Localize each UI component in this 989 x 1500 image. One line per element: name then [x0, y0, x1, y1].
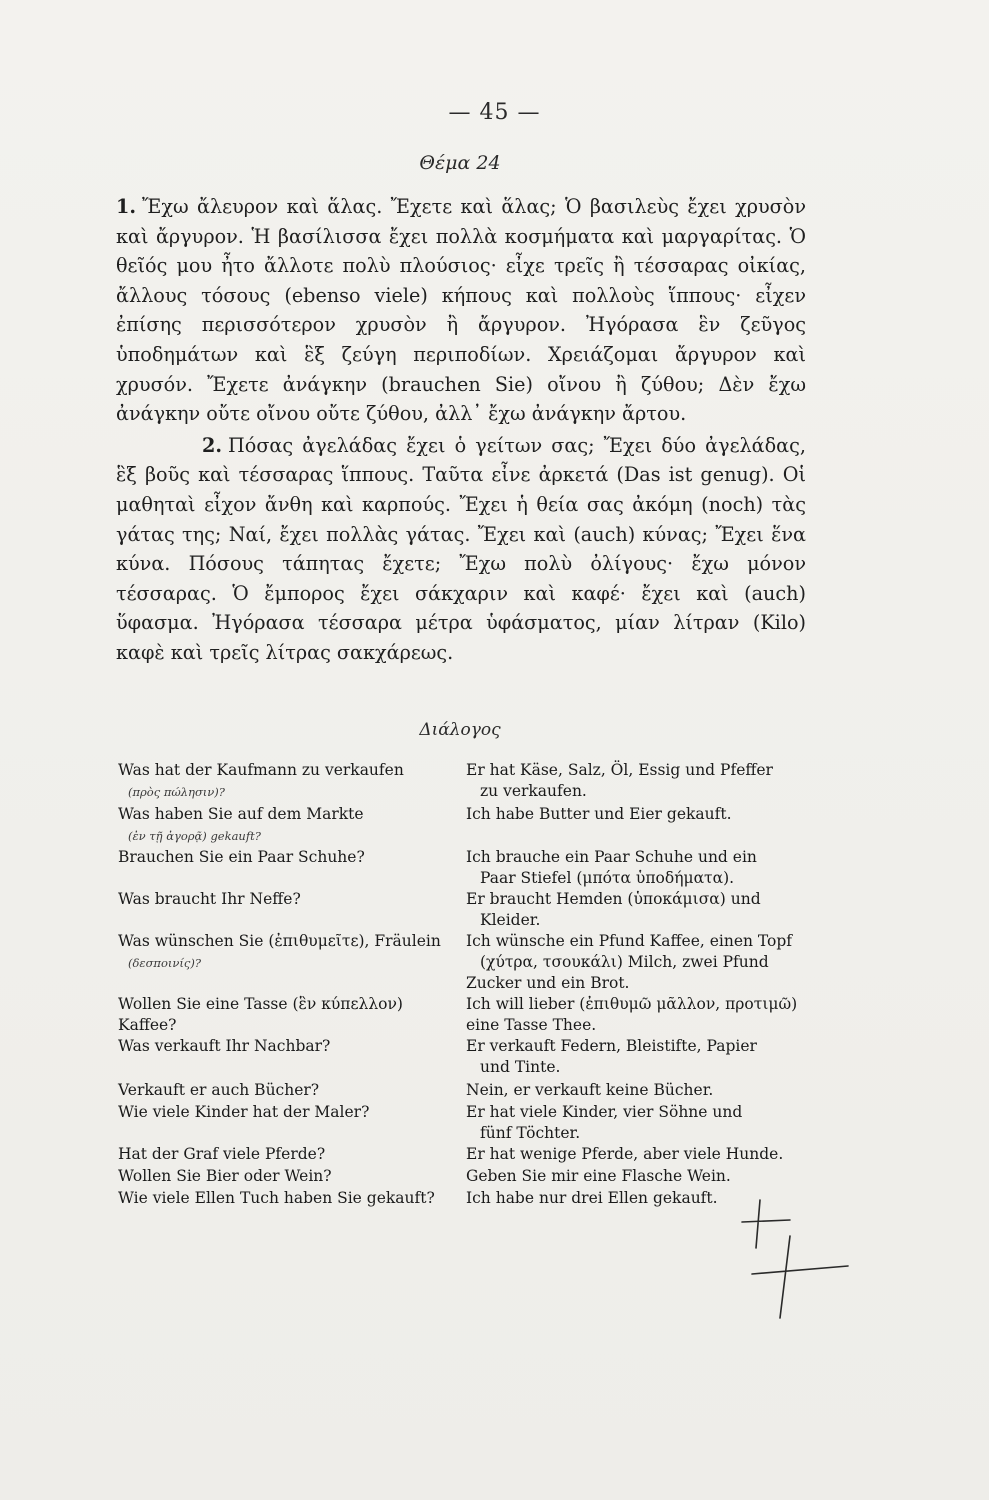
dialog-question-text: Was braucht Ihr Neffe? [118, 890, 301, 908]
dialog-answer [466, 1102, 818, 1144]
paragraph-1 [116, 192, 806, 429]
dialog-row [118, 1080, 818, 1102]
dialog-row [118, 1036, 818, 1080]
dialog-question [118, 1144, 466, 1165]
dialog-row [118, 1166, 818, 1188]
dialog-answer [466, 931, 818, 994]
dialog-answer-text: Nein, er verkauft keine Bücher. [466, 1081, 714, 1099]
dialog-row [118, 994, 818, 1036]
dialog-row [118, 1144, 818, 1166]
paragraph-1-text: Ἔχω ἄλευρον καὶ ἅλας. Ἔχετε καὶ ἅλας; Ὁ βασιλεὺς ἔχει χρυσὸν καὶ ἄργυρον. Ἡ βασίλισσα ἔχει πολλὰ κοσμήματα καὶ μαργαρίτας. Ὁ θεῖός μου ἦτο ἄλλοτε πολὺ πλούσιος· εἶχε τρεῖς ἢ τέσσαρας οἰκίας, ἄλλους τόσους (ebenso viele) κήπους καὶ πολλοὺς ἵππους· εἶχεν ἐπίσης περισσότερον χρυσὸν ἢ ἄργυρον. Ἠγόρασα ἓν ζεῦγος ὑποδημάτων καὶ ἓξ ζεύγη περιποδίων. Χρειάζομαι ἄργυρον καὶ χρυσόν. Ἔχετε ἀνάγκην (brauchen Sie) οἴνου ἢ ζύθου; Δὲν ἔχω ἀνάγκην οὔτε οἴνου οὔτε ζύθου, ἀλλ᾿ ἔχω ἀνάγκην ἄρτου. [116, 195, 806, 426]
dialog-question [118, 931, 466, 974]
dialog-row [118, 889, 818, 931]
dialog-question [118, 847, 466, 868]
dialog-row [118, 1102, 818, 1144]
dialog-answer [466, 1080, 818, 1101]
dialog-answer-continuation: Kleider. [480, 911, 541, 929]
dialog-answer [466, 994, 818, 1036]
dialog-question-text: Brauchen Sie ein Paar Schuhe? [118, 848, 365, 866]
page-number: — 45 — [448, 100, 541, 125]
dialog-answer-text: Ich habe Butter und Eier gekauft. [466, 805, 732, 823]
dialog-question [118, 804, 466, 847]
dialog-question [118, 1080, 466, 1101]
dialog-answer [466, 1188, 818, 1209]
dialog-question [118, 760, 466, 803]
dialog-question-text: Hat der Graf viele Pferde? [118, 1145, 326, 1163]
dialog-question [118, 1166, 466, 1187]
dialog-row [118, 1188, 818, 1210]
dialog-answer [466, 889, 818, 931]
dialog-title: Διάλογος [419, 720, 501, 740]
dialog-question [118, 994, 466, 1036]
dialog-answer-text: Geben Sie mir eine Flasche Wein. [466, 1167, 731, 1185]
paragraph-2-number: 2. [202, 433, 223, 457]
dialog-question-gloss: (δεσποινίς)? [128, 956, 202, 970]
dialog-question [118, 1102, 466, 1123]
dialog-row [118, 760, 818, 804]
dialog-row [118, 804, 818, 847]
dialog-answer [466, 1144, 818, 1165]
dialog-answer-text: Er braucht Hemden (ὑποκάμισα) und [466, 890, 761, 908]
dialog-row [118, 847, 818, 889]
dialog-answer-continuation: zu verkaufen. [480, 782, 587, 800]
dialog-answer-text: Er verkauft Federn, Bleistifte, Papier [466, 1037, 757, 1055]
dialog-question-text: Was haben Sie auf dem Markte [118, 805, 364, 823]
dialog-question [118, 1188, 466, 1209]
dialog-answer [466, 847, 818, 889]
paragraph-2 [116, 431, 806, 668]
dialog-answer-continuation: fünf Töchter. [480, 1124, 581, 1142]
dialog-answer-text: Ich habe nur drei Ellen gekauft. [466, 1189, 718, 1207]
dialog-question-text: Was wünschen Sie (ἐπιθυμεῖτε), Fräulein [118, 932, 441, 950]
dialog-question-gloss: (πρὸς πώλησιν)? [128, 785, 225, 799]
paragraph-2-text: Πόσας ἀγελάδας ἔχει ὁ γείτων σας; Ἔχει δύο ἀγελάδας, ἓξ βοῦς καὶ τέσσαρας ἵππους. Ταῦτα εἶνε ἀρκετά (Das ist genug). Οἱ μαθηταὶ εἶχον ἄνθη καὶ καρπούς. Ἔχει ἡ θεία σας ἀκόμη (noch) τὰς γάτας της; Ναί, ἔχει πολλὰς γάτας. Ἔχει καὶ (auch) κύνας; Ἔχει ἕνα κύνα. Πόσους τάπητας ἔχετε; Ἔχω πολὺ ὀλίγους· ἔχω μόνον τέσσαρας. Ὁ ἔμπορος ἔχει σάκχαριν καὶ καφέ· ἔχει καὶ (auch) ὕφασμα. Ἠγόρασα τέσσαρα μέτρα ὑφάσματος, μίαν λίτραν (Kilo) καφὲ καὶ τρεῖς λίτρας σακχάρεως. [116, 433, 806, 664]
dialog-answer-text: Er hat wenige Pferde, aber viele Hunde. [466, 1145, 784, 1163]
dialog-answer [466, 1036, 818, 1078]
dialog-table [118, 760, 818, 1210]
dialog-question [118, 1036, 466, 1057]
dialog-question-text: Verkauft er auch Bücher? [118, 1081, 320, 1099]
dialog-answer [466, 760, 818, 802]
dialog-question-text: Was hat der Kaufmann zu verkaufen [118, 761, 404, 779]
dialog-answer-text: Ich wünsche ein Pfund Kaffee, einen Topf [466, 932, 793, 950]
dialog-question-text: Wie viele Kinder hat der Maler? [118, 1103, 370, 1121]
dialog-question [118, 889, 466, 910]
greek-exercise-text [116, 192, 806, 668]
dialog-answer-continuation: (χύτρα, τσουκάλι) Milch, zwei Pfund Zucker und ein Brot. [466, 953, 769, 992]
dialog-answer [466, 1166, 818, 1187]
dialog-question-text: Wollen Sie Bier oder Wein? [118, 1167, 332, 1185]
dialog-question-text: Wollen Sie eine Tasse (ἓν κύπελλον) Kaffee? [118, 995, 403, 1034]
dialog-question-text: Wie viele Ellen Tuch haben Sie gekauft? [118, 1189, 435, 1207]
dialog-answer-text: Er hat viele Kinder, vier Söhne und [466, 1103, 743, 1121]
dialog-question-text: Was verkauft Ihr Nachbar? [118, 1037, 331, 1055]
dialog-answer-continuation: und Tinte. [480, 1058, 561, 1076]
dialog-answer [466, 804, 818, 825]
dialog-question-gloss: (ἐν τῇ ἀγορᾷ) gekauft? [128, 829, 261, 843]
section-title: Θέμα 24 [419, 152, 501, 174]
dialog-answer-text: Ich will lieber (ἐπιθυμῶ μᾶλλον, προτιμῶ) eine Tasse Thee. [466, 995, 798, 1034]
dialog-row [118, 931, 818, 994]
dialog-answer-continuation: Paar Stiefel (μπότα ὑποδήματα). [480, 869, 735, 887]
dialog-answer-text: Er hat Käse, Salz, Öl, Essig und Pfeffer [466, 761, 773, 779]
dialog-answer-text: Ich brauche ein Paar Schuhe und ein [466, 848, 757, 866]
paragraph-1-number: 1. [116, 195, 137, 218]
